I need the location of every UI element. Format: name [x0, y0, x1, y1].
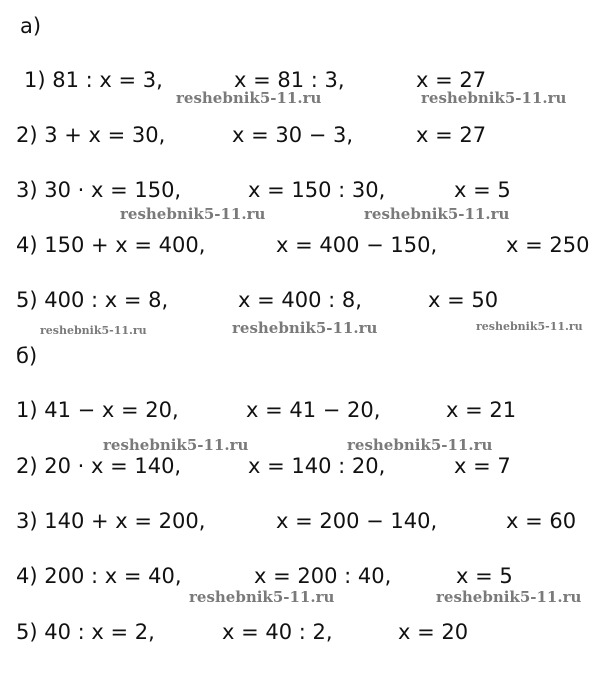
equation-b1-step: x = 41 − 20, — [246, 398, 381, 422]
watermark-text: reshebnik5-11.ru — [436, 588, 582, 606]
equation-b2-answer: x = 7 — [454, 454, 511, 478]
watermark-text: reshebnik5-11.ru — [103, 436, 249, 454]
equation-a3-step: x = 150 : 30, — [248, 178, 386, 202]
equation-b4-answer: x = 5 — [456, 564, 513, 588]
equation-b4-given: 4) 200 : x = 40, — [16, 564, 182, 588]
equation-b4-step: x = 200 : 40, — [254, 564, 392, 588]
watermark-text: reshebnik5-11.ru — [364, 205, 510, 223]
equation-b3-step: x = 200 − 140, — [276, 509, 438, 533]
equation-a4-answer: x = 250 — [506, 233, 590, 257]
equation-b1-answer: x = 21 — [446, 398, 517, 422]
equation-b5-step: x = 40 : 2, — [222, 620, 333, 644]
equation-b5-given: 5) 40 : x = 2, — [16, 620, 155, 644]
equation-a3-given: 3) 30 · x = 150, — [16, 178, 182, 202]
equation-b1-given: 1) 41 − x = 20, — [16, 398, 179, 422]
equation-b5-answer: x = 20 — [398, 620, 469, 644]
equation-b3-given: 3) 140 + x = 200, — [16, 509, 206, 533]
equation-a4-step: x = 400 − 150, — [276, 233, 438, 257]
equation-b3-answer: x = 60 — [506, 509, 577, 533]
watermark-text: reshebnik5-11.ru — [189, 588, 335, 606]
watermark-text: reshebnik5-11.ru — [347, 436, 493, 454]
watermark-text: reshebnik5-11.ru — [40, 324, 147, 337]
equation-a4-given: 4) 150 + x = 400, — [16, 233, 206, 257]
watermark-text: reshebnik5-11.ru — [232, 319, 378, 337]
equation-a1-given: 1) 81 : x = 3, — [24, 68, 163, 92]
watermark-text: reshebnik5-11.ru — [421, 89, 567, 107]
equation-a5-answer: x = 50 — [428, 288, 499, 312]
watermark-text: reshebnik5-11.ru — [176, 89, 322, 107]
equation-a3-answer: x = 5 — [454, 178, 511, 202]
equation-b2-step: x = 140 : 20, — [248, 454, 386, 478]
equation-a1-step: x = 81 : 3, — [234, 68, 345, 92]
equation-b2-given: 2) 20 · x = 140, — [16, 454, 182, 478]
watermark-text: reshebnik5-11.ru — [120, 205, 266, 223]
section-label-b: б) — [16, 344, 38, 368]
equation-a2-step: x = 30 − 3, — [232, 123, 354, 147]
equation-a2-given: 2) 3 + x = 30, — [16, 123, 166, 147]
section-label-a: а) — [20, 14, 42, 38]
equation-a5-given: 5) 400 : x = 8, — [16, 288, 169, 312]
watermark-text: reshebnik5-11.ru — [476, 320, 583, 333]
equation-a2-answer: x = 27 — [416, 123, 487, 147]
equation-a1-answer: x = 27 — [416, 68, 487, 92]
equation-a5-step: x = 400 : 8, — [238, 288, 362, 312]
